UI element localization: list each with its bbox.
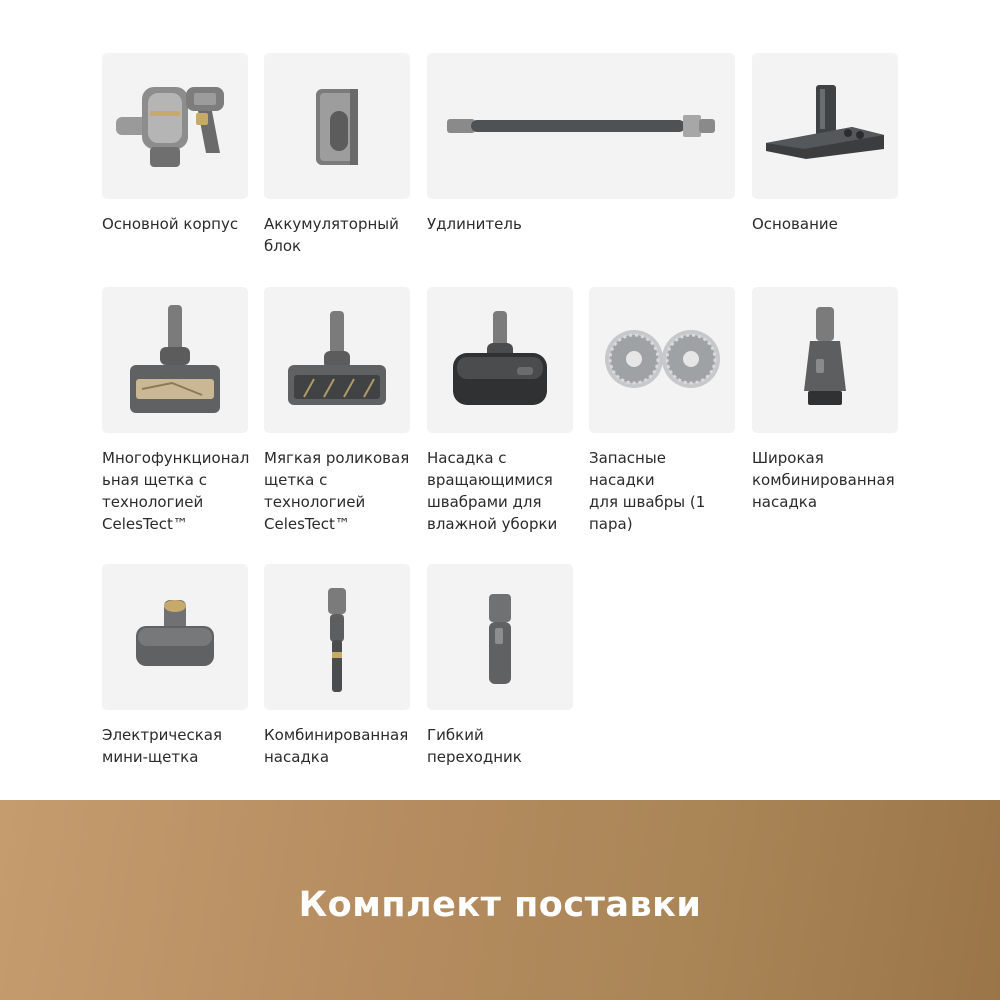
spare-mop-pads-illustration (589, 287, 735, 433)
mop-head-label: Насадка с вращающимися швабрами для влажной уборки (427, 449, 558, 533)
extension-tube-illustration (427, 53, 735, 199)
base-stand-label: Основание (752, 215, 838, 233)
flexible-adapter-illustration (427, 564, 573, 710)
main-body-image (102, 53, 248, 199)
battery-pack-image (264, 53, 410, 199)
electric-mini-brush-illustration (102, 564, 248, 710)
wide-combination-nozzle-illustration (752, 287, 898, 433)
multifunction-brush-image (102, 287, 248, 433)
soft-roller-brush-label: Мягкая роликовая щетка с технологией CelesTect™ (264, 449, 410, 533)
multifunction-brush-label: Многофункционал ьная щетка с технологией CelesTect™ (102, 449, 250, 533)
footer-title: Комплект поставки (298, 885, 702, 925)
electric-mini-brush-label: Электрическая мини-щетка (102, 726, 222, 766)
soft-roller-brush-image (264, 287, 410, 433)
main-body-label: Основной корпус (102, 215, 239, 233)
battery-pack-label: Аккумуляторный блок (264, 215, 399, 255)
combination-nozzle-illustration (264, 564, 410, 710)
mop-head-image (427, 287, 573, 433)
main-body-illustration (102, 53, 248, 199)
battery-pack-illustration (264, 53, 410, 199)
wide-combination-nozzle-label: Широкая комбинированная насадка (752, 449, 895, 511)
spare-mop-pads-label: Запасные насадки для швабры (1 пара) (589, 449, 706, 533)
footer-banner (0, 800, 1000, 1000)
electric-mini-brush-image (102, 564, 248, 710)
base-stand-illustration (752, 53, 898, 199)
spare-mop-pads-image (589, 287, 735, 433)
soft-roller-brush-illustration (264, 287, 410, 433)
combination-nozzle-image (264, 564, 410, 710)
combination-nozzle-label: Комбинированная насадка (264, 726, 409, 766)
base-stand-image (752, 53, 898, 199)
extension-tube-label: Удлинитель (427, 215, 522, 233)
wide-combination-nozzle-image (752, 287, 898, 433)
flexible-adapter-label: Гибкий переходник (427, 726, 522, 766)
extension-tube-image (427, 53, 735, 199)
mop-head-illustration (427, 287, 573, 433)
flexible-adapter-image (427, 564, 573, 710)
multifunction-brush-illustration (102, 287, 248, 433)
